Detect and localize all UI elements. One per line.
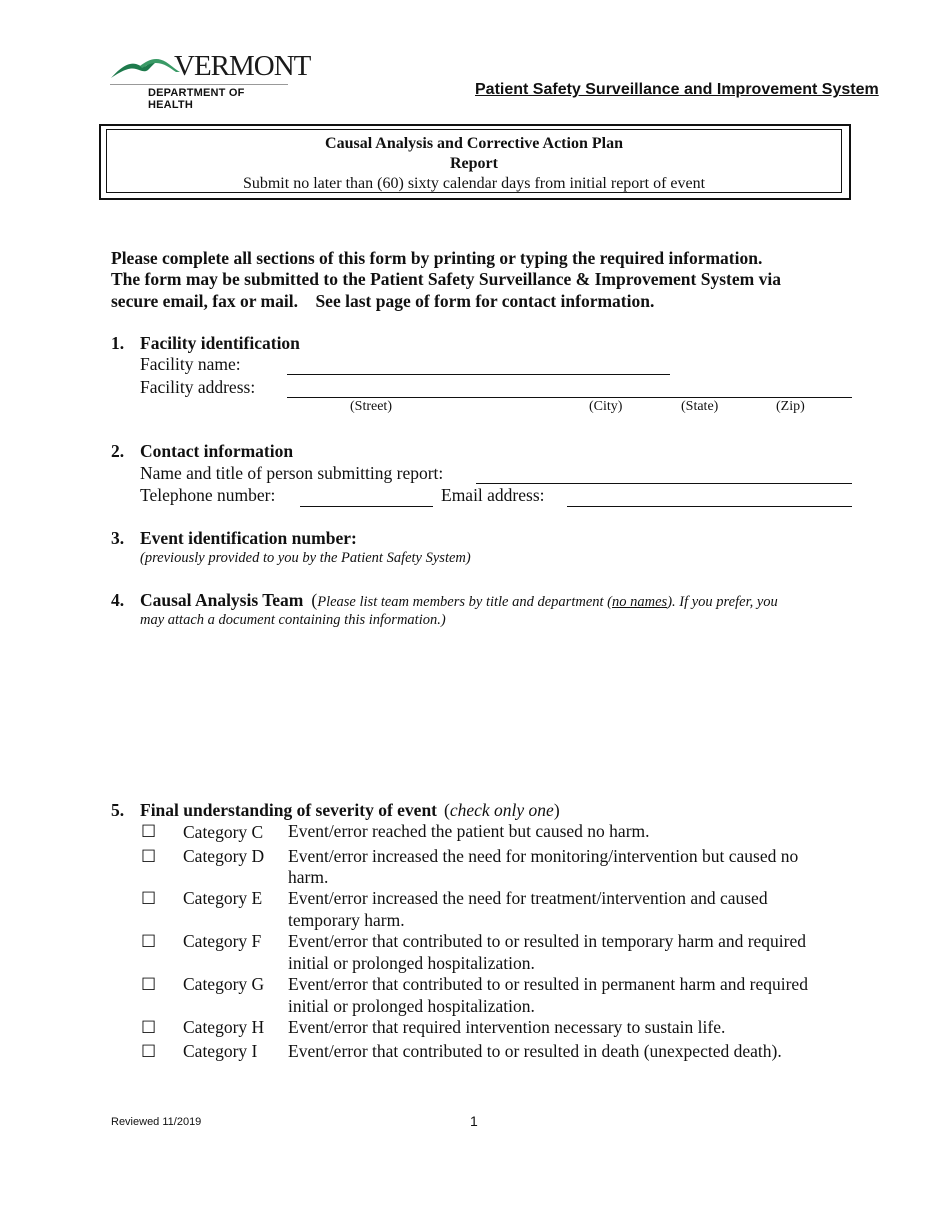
form-title: Causal Analysis and Corrective Action Plan [325,135,623,152]
reviewed-date: Reviewed 11/2019 [111,1116,202,1128]
category-label: Category F [183,931,262,951]
intro-line-3: secure email, fax or mail. See last page of form for contact information. [111,291,655,311]
category-description-cont: initial or prolonged hospitalization. [288,953,535,973]
section-4-number: 4. [111,590,125,610]
section-4-note-no-names: no names [612,594,668,610]
section-5-number: 5. [111,800,125,820]
category-description: Event/error increased the need for treatment/intervention and caused [288,888,768,908]
category-description-cont: harm. [288,867,329,887]
category-description: Event/error that contributed to or resulted in temporary harm and required [288,931,807,951]
checkbox-category-i[interactable]: ☐ [141,1042,157,1062]
category-description: Event/error that required intervention necessary to sustain life. [288,1017,726,1037]
street-label: (Street) [350,399,392,414]
intro-line-1: Please complete all sections of this form by printing or typing the required information. [111,248,763,268]
mountain-logo-icon [110,54,180,80]
checkbox-category-f[interactable]: ☐ [141,932,157,952]
form-subtitle: Report [450,155,498,172]
section-4-note-b: ). If you prefer, you [667,594,778,610]
city-label: (City) [589,399,623,414]
section-4-paren: ( [311,590,318,610]
facility-address-label: Facility address: [140,377,256,397]
logo-dept: DEPARTMENT OF HEALTH [148,87,245,111]
section-4-note-line-2: may attach a document containing this information.) [140,612,446,628]
section-2-number: 2. [111,441,125,461]
section-4-note-a: Please list team members by title and department ( [317,594,612,610]
system-title: Patient Safety Surveillance and Improvement System [475,81,879,98]
facility-name-label: Facility name: [140,354,241,374]
category-description: Event/error increased the need for monitoring/intervention but caused no [288,846,799,866]
category-description-cont: temporary harm. [288,910,405,930]
category-label: Category C [183,822,264,842]
intro-line-2: The form may be submitted to the Patient Safety Surveillance & Improvement System via [111,269,781,289]
submission-deadline: Submit no later than (60) sixty calendar days from initial report of event [242,175,706,192]
section-1-number: 1. [111,333,125,353]
telephone-field[interactable] [300,506,433,507]
vermont-logo [110,50,311,111]
event-id-note: (previously provided to you by the Patient Safety System) [140,550,471,566]
checkbox-category-c[interactable]: ☐ [141,822,157,842]
category-label: Category I [183,1041,258,1061]
logo-divider [110,84,288,85]
telephone-label: Telephone number: [140,485,276,505]
category-label: Category G [183,974,265,994]
facility-address-field[interactable] [287,397,852,398]
category-description-cont: initial or prolonged hospitalization. [288,996,535,1016]
email-field[interactable] [567,506,852,507]
section-5-paren-open: ( [444,800,450,820]
submitter-name-field[interactable] [476,483,852,484]
submitter-name-label: Name and title of person submitting report: [140,463,444,483]
logo-word: VERMONT [174,50,311,82]
state-label: (State) [681,399,719,414]
team-members-area[interactable] [140,635,852,785]
section-5-instruction: check only one [449,800,554,820]
page-number: 1 [470,1113,478,1129]
checkbox-category-e[interactable]: ☐ [141,889,157,909]
checkbox-category-h[interactable]: ☐ [141,1018,157,1038]
category-description: Event/error reached the patient but caused no harm. [288,821,650,841]
section-5-paren-close: ) [553,800,560,820]
category-label: Category E [183,888,263,908]
section-5-heading [140,800,560,821]
section-2-title: Contact information [140,441,294,461]
section-4-title: Causal Analysis Team [140,590,304,610]
section-1-title: Facility identification [140,333,300,353]
zip-label: (Zip) [776,399,805,414]
category-description: Event/error that contributed to or resulted in permanent harm and required [288,974,808,994]
checkbox-category-d[interactable]: ☐ [141,847,157,867]
section-3-number: 3. [111,528,125,548]
checkbox-category-g[interactable]: ☐ [141,975,157,995]
section-4-heading [140,590,860,612]
category-label: Category D [183,846,265,866]
facility-name-field[interactable] [287,374,670,375]
category-description: Event/error that contributed to or resulted in death (unexpected death). [288,1041,782,1061]
email-label: Email address: [441,485,545,505]
section-5-title: Final understanding of severity of event [140,800,438,820]
category-label: Category H [183,1017,265,1037]
title-box [99,124,851,200]
title-box-inner [106,129,842,193]
section-3-title: Event identification number: [140,528,357,548]
